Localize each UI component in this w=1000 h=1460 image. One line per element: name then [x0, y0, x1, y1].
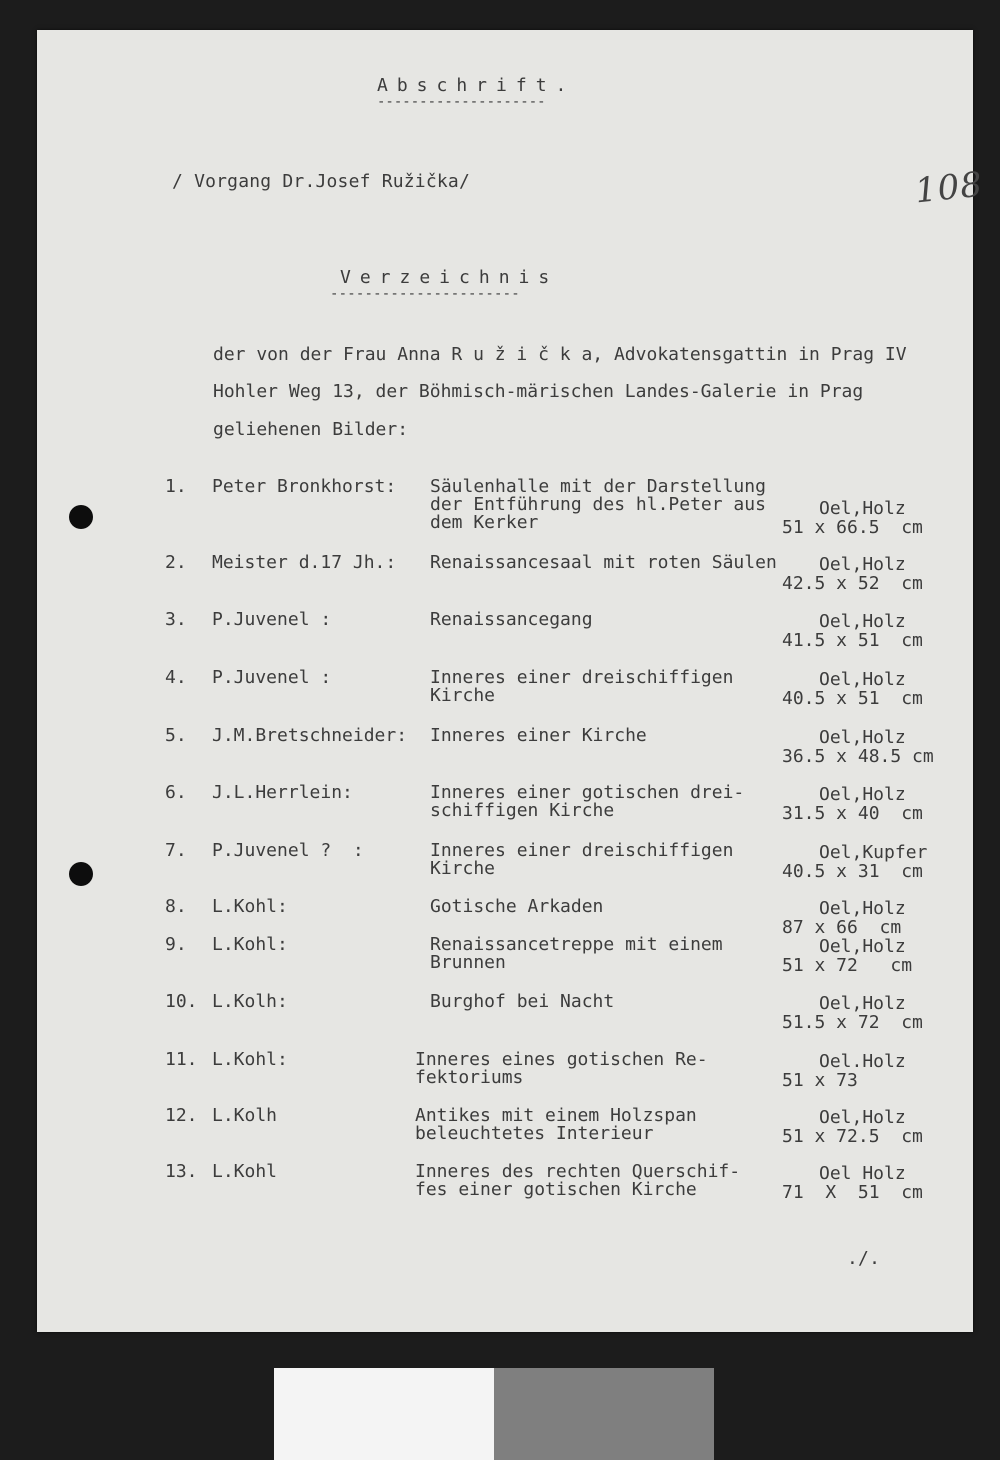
item-artist: L.Kohl:	[212, 934, 288, 955]
item-title-line: fes einer gotischen Kirche	[415, 1179, 697, 1200]
punch-hole-bottom	[69, 862, 93, 886]
item-medium: Oel,Holz	[819, 669, 906, 690]
item-title-line: Burghof bei Nacht	[430, 991, 615, 1012]
item-dimensions: 31.5 x 40 cm	[782, 803, 923, 824]
item-number: 3.	[165, 609, 187, 630]
item-number: 4.	[165, 667, 187, 688]
list-heading: Verzeichnis	[340, 267, 559, 288]
item-dimensions: 51 x 72 cm	[782, 955, 913, 976]
item-artist: L.Kohl	[212, 1161, 278, 1182]
item-medium: Oel,Holz	[819, 898, 906, 919]
item-artist: P.Juvenel :	[212, 609, 332, 630]
item-number: 8.	[165, 896, 187, 917]
item-dimensions: 40.5 x 51 cm	[782, 688, 923, 709]
item-dimensions: 42.5 x 52 cm	[782, 573, 923, 594]
heading-underline: --------------------	[377, 94, 546, 110]
intro-line-3: geliehenen Bilder:	[213, 419, 409, 440]
item-number: 10.	[165, 991, 198, 1012]
item-title-line: Inneres einer gotischen drei-	[430, 782, 745, 803]
item-medium: Oel.Holz	[819, 1051, 906, 1072]
item-title-line: Inneres des rechten Querschif-	[415, 1161, 741, 1182]
item-artist: J.L.Herrlein:	[212, 782, 353, 803]
item-medium: Oel,Holz	[819, 936, 906, 957]
item-title-line: dem Kerker	[430, 512, 539, 533]
item-medium: Oel,Holz	[819, 498, 906, 519]
item-dimensions: 51 x 73	[782, 1070, 858, 1091]
list-heading-underline: ----------------------	[330, 286, 520, 302]
reference-line: / Vorgang Dr.Josef Ružička/	[172, 171, 470, 192]
item-artist: L.Kohl:	[212, 896, 288, 917]
item-title-line: Gotische Arkaden	[430, 896, 604, 917]
item-number: 1.	[165, 476, 187, 497]
document-page	[37, 30, 985, 1332]
item-artist: J.M.Bretschneider:	[212, 725, 408, 746]
item-dimensions: 71 X 51 cm	[782, 1182, 923, 1203]
item-title-line: Inneres einer dreischiffigen	[430, 840, 734, 861]
item-artist: Peter Bronkhorst:	[212, 476, 397, 497]
item-artist: P.Juvenel :	[212, 667, 332, 688]
item-title-line: Renaissancegang	[430, 609, 593, 630]
document-heading: Abschrift.	[377, 75, 576, 96]
item-dimensions: 51 x 72.5 cm	[782, 1126, 923, 1147]
item-title-line: beleuchtetes Interieur	[415, 1123, 654, 1144]
item-dimensions: 87 x 66 cm	[782, 917, 902, 938]
item-artist: L.Kolh	[212, 1105, 278, 1126]
item-dimensions: 51.5 x 72 cm	[782, 1012, 923, 1033]
item-medium: Oel,Holz	[819, 784, 906, 805]
item-title-line: fektoriums	[415, 1067, 524, 1088]
item-title-line: Brunnen	[430, 952, 506, 973]
item-medium: Oel,Holz	[819, 1107, 906, 1128]
item-title-line: Renaissancesaal mit roten Säulen	[430, 552, 777, 573]
item-medium: Oel,Holz	[819, 611, 906, 632]
item-artist: L.Kolh:	[212, 991, 288, 1012]
punch-hole-top	[69, 505, 93, 529]
item-number: 13.	[165, 1161, 198, 1182]
item-artist: Meister d.17 Jh.:	[212, 552, 397, 573]
handwritten-folio-number: 108	[913, 164, 985, 212]
item-number: 2.	[165, 552, 187, 573]
item-title-line: Antikes mit einem Holzspan	[415, 1105, 697, 1126]
item-title-line: Kirche	[430, 858, 496, 879]
item-medium: Oel Holz	[819, 1163, 906, 1184]
item-number: 5.	[165, 725, 187, 746]
item-dimensions: 41.5 x 51 cm	[782, 630, 923, 651]
item-title-line: Inneres eines gotischen Re-	[415, 1049, 708, 1070]
item-artist: P.Juvenel ? :	[212, 840, 364, 861]
intro-line-2: Hohler Weg 13, der Böhmisch-märischen Landes-Galerie in Prag	[213, 381, 864, 402]
item-number: 9.	[165, 934, 187, 955]
item-number: 7.	[165, 840, 187, 861]
continuation-mark: ./.	[847, 1248, 881, 1269]
item-title-line: Inneres einer dreischiffigen	[430, 667, 734, 688]
item-title-line: Renaissancetreppe mit einem	[430, 934, 723, 955]
item-medium: Oel,Holz	[819, 554, 906, 575]
item-title-line: der Entführung des hl.Peter aus	[430, 494, 766, 515]
item-number: 6.	[165, 782, 187, 803]
item-medium: Oel,Holz	[819, 727, 906, 748]
item-number: 12.	[165, 1105, 198, 1126]
item-title-line: schiffigen Kirche	[430, 800, 615, 821]
item-number: 11.	[165, 1049, 198, 1070]
item-title-line: Kirche	[430, 685, 496, 706]
item-artist: L.Kohl:	[212, 1049, 288, 1070]
intro-line-1: der von der Frau Anna R u ž i č k a, Advokatensgattin in Prag IV	[213, 344, 907, 365]
item-dimensions: 40.5 x 31 cm	[782, 861, 923, 882]
item-title-line: Inneres einer Kirche	[430, 725, 647, 746]
item-dimensions: 51 x 66.5 cm	[782, 517, 923, 538]
item-title-line: Säulenhalle mit der Darstellung	[430, 476, 766, 497]
calibration-swatch-gray	[494, 1368, 714, 1460]
item-medium: Oel,Kupfer	[819, 842, 928, 863]
calibration-swatch-white	[274, 1368, 494, 1460]
item-medium: Oel,Holz	[819, 993, 906, 1014]
item-dimensions: 36.5 x 48.5 cm	[782, 746, 934, 767]
